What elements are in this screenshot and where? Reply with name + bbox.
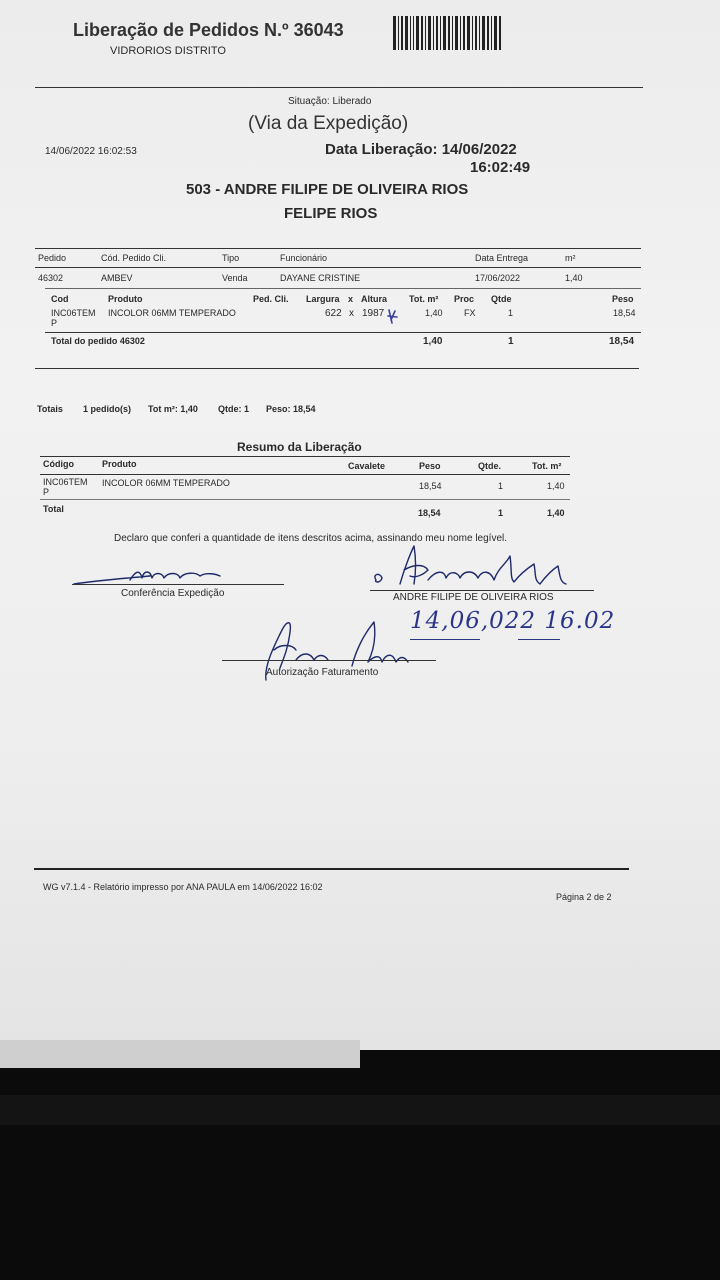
resumo-col-peso: Peso — [419, 461, 441, 471]
resumo-title: Resumo da Liberação — [237, 440, 362, 454]
header-rule — [35, 87, 643, 88]
totais-label: Totais — [37, 404, 63, 414]
company-name: VIDRORIOS DISTRITO — [110, 45, 226, 57]
order-table-header-rule — [35, 267, 641, 268]
resumo-tot-m2: 1,40 — [547, 481, 565, 491]
order-pedido: 46302 — [38, 273, 64, 283]
items-bottom-rule — [35, 368, 639, 369]
resumo-total-rule — [40, 499, 570, 500]
order-total-peso: 18,54 — [609, 336, 635, 347]
col-largura: Largura — [306, 294, 340, 304]
col-data-entrega: Data Entrega — [475, 253, 529, 263]
order-funcionario: DAYANE CRISTINE — [280, 273, 361, 283]
resumo-col-cavalete: Cavalete — [348, 461, 386, 471]
resumo-peso: 18,54 — [419, 481, 442, 491]
pen-mark — [386, 308, 400, 326]
resumo-col-tot-m2: Tot. m² — [532, 461, 562, 471]
col-ped-cli: Ped. Cli. — [253, 294, 289, 304]
document-title: Liberação de Pedidos N.º 36043 — [73, 20, 344, 40]
items-top-rule — [45, 288, 641, 289]
resumo-header-rule — [40, 474, 570, 475]
sig-line-autorizacao — [222, 660, 436, 661]
situacao: Situação: Liberado — [288, 96, 372, 107]
order-tipo: Venda — [222, 273, 248, 283]
resumo-codigo-cont: P — [43, 487, 50, 497]
handwritten-date: 14,06,022 16.02 — [410, 608, 616, 634]
sig-label-conferencia: Conferência Expedição — [121, 588, 225, 599]
order-m2: 1,40 — [565, 273, 583, 283]
col-cod: Cod — [51, 294, 69, 304]
order-total-m2: 1,40 — [423, 336, 443, 347]
sig-line-cliente — [370, 590, 594, 591]
col-x: x — [348, 294, 354, 304]
declaration-text: Declaro que conferi a quantidade de itens descritos acima, assinando meu nome legível. — [114, 533, 508, 544]
item-qtde: 1 — [508, 308, 514, 318]
order-total-qtde: 1 — [508, 336, 514, 347]
item-cod-cont: P — [51, 318, 58, 328]
totais-qtde: Qtde: 1 — [218, 404, 250, 414]
resumo-total-tot-m2: 1,40 — [547, 508, 565, 518]
item-tot-m2: 1,40 — [425, 308, 443, 318]
footer-left: WG v7.1.4 - Relatório impresso por ANA PAULA em 14/06/2022 16:02 — [43, 882, 323, 892]
col-m2: m² — [565, 253, 576, 263]
col-altura: Altura — [361, 294, 388, 304]
data-liberacao-time: 16:02:49 — [470, 159, 531, 176]
handwritten-date-underline-2 — [518, 639, 560, 640]
order-table-top-rule — [35, 248, 641, 249]
data-liberacao: Data Liberação: 14/06/2022 — [325, 141, 517, 158]
resumo-total-qtde: 1 — [498, 508, 504, 518]
item-peso: 18,54 — [613, 308, 636, 318]
via-label: (Via da Expedição) — [248, 113, 409, 134]
resumo-produto: INCOLOR 06MM TEMPERADO — [102, 478, 230, 488]
order-total-label: Total do pedido 46302 — [51, 336, 145, 346]
col-peso: Peso — [612, 294, 634, 304]
signature-cliente — [370, 540, 580, 592]
resumo-col-qtde: Qtde. — [478, 461, 502, 471]
col-funcionario: Funcionário — [280, 253, 328, 263]
barcode — [393, 16, 503, 50]
item-largura: 622 — [325, 308, 342, 319]
footer-page-number: Página 2 de 2 — [556, 892, 612, 902]
resumo-total-peso: 18,54 — [418, 508, 441, 518]
items-total-rule — [45, 332, 641, 333]
col-tot-m2: Tot. m² — [409, 294, 439, 304]
handwritten-date-underline-1 — [410, 639, 480, 640]
col-proc: Proc — [454, 294, 475, 304]
col-cod-pedido-cli: Cód. Pedido Cli. — [101, 253, 167, 263]
sig-label-cliente: ANDRE FILIPE DE OLIVEIRA RIOS — [393, 592, 554, 603]
resumo-top-rule — [40, 456, 570, 457]
item-cod: INC06TEM — [51, 308, 96, 318]
resumo-col-produto: Produto — [102, 459, 137, 469]
dark-surface — [0, 1095, 720, 1125]
order-data-entrega: 17/06/2022 — [475, 273, 521, 283]
item-x: x — [349, 308, 354, 319]
col-qtde: Qtde — [491, 294, 512, 304]
footer-rule — [34, 868, 629, 870]
totais-pedidos: 1 pedido(s) — [83, 404, 132, 414]
totais-m2: Tot m²: 1,40 — [148, 404, 198, 414]
order-cod-pedido-cli: AMBEV — [101, 273, 133, 283]
paper-underneath — [0, 1040, 360, 1068]
col-produto: Produto — [108, 294, 143, 304]
client-short: FELIPE RIOS — [284, 205, 378, 222]
item-produto: INCOLOR 06MM TEMPERADO — [108, 308, 236, 318]
client-line: 503 - ANDRE FILIPE DE OLIVEIRA RIOS — [186, 181, 469, 198]
print-datetime: 14/06/2022 16:02:53 — [45, 146, 137, 157]
resumo-total-label: Total — [43, 504, 64, 514]
col-pedido: Pedido — [38, 253, 67, 263]
sig-label-autorizacao: Autorização Faturamento — [266, 667, 379, 678]
sig-line-conferencia — [72, 584, 284, 585]
item-altura: 1987 — [362, 308, 385, 319]
totais-peso: Peso: 18,54 — [266, 404, 316, 414]
resumo-qtde: 1 — [498, 481, 504, 491]
item-proc: FX — [464, 308, 476, 318]
resumo-col-codigo: Código — [43, 459, 74, 469]
col-tipo: Tipo — [222, 253, 240, 263]
resumo-codigo: INC06TEM — [43, 477, 88, 487]
